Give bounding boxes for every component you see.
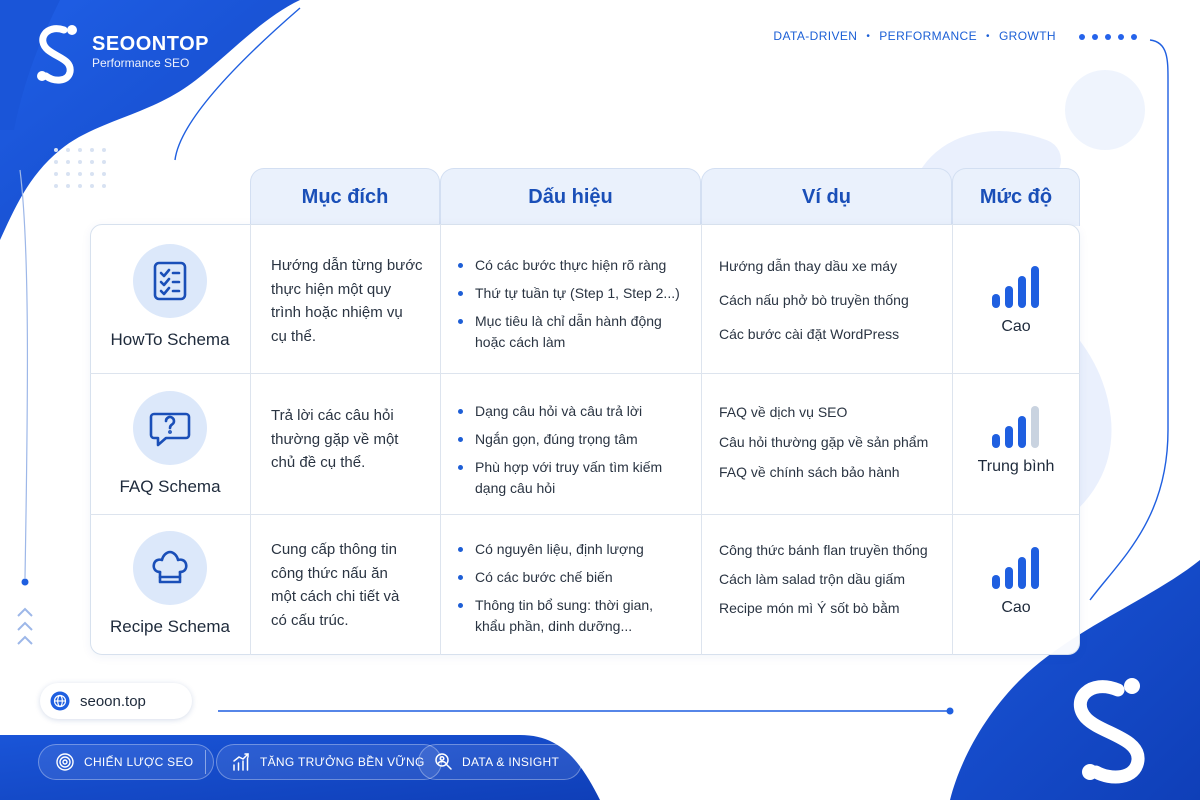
list-item: Các bước cài đặt WordPress: [719, 326, 900, 342]
separator: [205, 750, 206, 774]
signal-bar: [1005, 286, 1013, 308]
list-item: Có các bước chế biến: [458, 567, 653, 588]
schema-name: HowTo Schema: [110, 330, 230, 349]
list-item: Phù hợp với truy vấn tìm kiếm dạng câu hỏi: [458, 457, 662, 499]
list-item: Thứ tự tuần tự (Step 1, Step 2...): [458, 283, 680, 304]
target-icon: [55, 752, 75, 772]
signal-bar: [1005, 426, 1013, 448]
table-row-faq-schema: [90, 391, 250, 497]
level-indicator: [952, 545, 1080, 617]
separator-dot-icon: •: [986, 30, 990, 42]
brand-logo-icon: [32, 20, 84, 84]
signs-list: [458, 255, 680, 360]
list-item: FAQ về chính sách bảo hành: [719, 464, 900, 480]
examples-list: [719, 540, 928, 618]
column-divider: [250, 224, 251, 655]
pill-sustainable-growth[interactable]: [216, 744, 442, 780]
table-row-howto-schema: [90, 244, 250, 350]
header-purpose: Mục đích: [250, 168, 440, 226]
list-item: Mục tiêu là chỉ dẫn hành động hoặc cách làm: [458, 311, 680, 353]
header-level: Mức độ: [952, 168, 1080, 226]
signal-bar: [1031, 406, 1039, 448]
table-row-recipe-schema: [90, 531, 250, 637]
list-item: Thông tin bổ sung: thời gian, khẩu phần, dinh dưỡng...: [458, 595, 653, 637]
purpose-text: Cung cấp thông tin công thức nấu ăn một cách chi tiết và có cấu trúc.: [271, 541, 400, 629]
level-label: Cao: [1001, 318, 1031, 335]
list-item: Công thức bánh flan truyền thống: [719, 542, 928, 558]
pill-label: CHIẾN LƯỢC SEO: [84, 755, 194, 769]
globe-icon: [50, 691, 70, 711]
list-item: Dạng câu hỏi và câu trả lời: [458, 401, 662, 422]
pill-seo-strategy[interactable]: [38, 744, 214, 780]
column-divider: [701, 224, 702, 655]
growth-chart-icon: [231, 752, 251, 772]
signal-bars-icon: [988, 404, 1044, 448]
list-item: Câu hỏi thường gặp về sản phẩm: [719, 434, 929, 450]
signs-list: [458, 539, 653, 644]
magnifier-person-icon: [433, 752, 453, 772]
pill-label: DATA & INSIGHT: [462, 755, 560, 769]
list-item: FAQ về dịch vụ SEO: [719, 404, 848, 420]
website-label: seoon.top: [80, 692, 146, 710]
schema-comparison-table: [90, 168, 1080, 656]
tagline-item: PERFORMANCE: [879, 29, 978, 43]
signal-bar: [992, 575, 1000, 589]
chef-hat-icon: [133, 531, 207, 605]
signs-list: [458, 401, 662, 506]
list-item: Cách nấu phở bò truyền thống: [719, 292, 909, 308]
tagline-item: GROWTH: [998, 29, 1056, 43]
list-item: Có nguyên liệu, định lượng: [458, 539, 653, 560]
signal-bar: [1005, 567, 1013, 589]
signal-bar: [1031, 266, 1039, 308]
decorative-dots: [1079, 34, 1137, 40]
list-item: Có các bước thực hiện rõ ràng: [458, 255, 680, 276]
tagline: [773, 29, 1056, 43]
list-item: Recipe món mì Ý sốt bò bằm: [719, 600, 900, 616]
separator-dot-icon: •: [866, 30, 871, 42]
signal-bar: [1018, 557, 1026, 589]
list-item: Ngắn gọn, đúng trọng tâm: [458, 429, 662, 450]
row-divider: [90, 373, 1080, 374]
tagline-item: DATA-DRIVEN: [773, 29, 858, 43]
signal-bars-icon: [988, 545, 1044, 589]
row-divider: [90, 514, 1080, 515]
website-link[interactable]: [40, 683, 192, 719]
signal-bar: [992, 294, 1000, 308]
brand: [32, 20, 209, 84]
signal-bar: [1018, 276, 1026, 308]
schema-name: FAQ Schema: [119, 477, 221, 496]
pill-data-insight[interactable]: [418, 744, 582, 780]
list-item: Hướng dẫn thay dầu xe máy: [719, 258, 898, 274]
purpose-text: Trả lời các câu hỏi thường gặp về một chủ đề cụ thể.: [271, 407, 399, 471]
question-bubble-icon: [133, 391, 207, 465]
list-item: Cách làm salad trộn dầu giấm: [719, 571, 905, 587]
brand-name: SEOONTOP: [92, 33, 209, 55]
level-label: Trung bình: [977, 458, 1055, 475]
column-divider: [440, 224, 441, 655]
pill-label: TĂNG TRƯỞNG BỀN VỮNG: [260, 755, 425, 769]
examples-list: [719, 256, 909, 344]
level-label: Cao: [1001, 599, 1031, 616]
schema-name: Recipe Schema: [109, 617, 230, 636]
signal-bar: [1018, 416, 1026, 448]
checklist-icon: [133, 244, 207, 318]
brand-subtitle: Performance SEO: [92, 56, 190, 70]
examples-list: [719, 402, 928, 482]
level-indicator: [952, 404, 1080, 476]
signal-bar: [1031, 547, 1039, 589]
header-examples: Ví dụ: [701, 168, 952, 226]
signal-bars-icon: [988, 264, 1044, 308]
purpose-text: Hướng dẫn từng bước thực hiện một quy trình hoặc nhiệm vụ cụ thể.: [271, 257, 423, 345]
signal-bar: [992, 434, 1000, 448]
header-signs: Dấu hiệu: [440, 168, 701, 226]
level-indicator: [952, 264, 1080, 336]
